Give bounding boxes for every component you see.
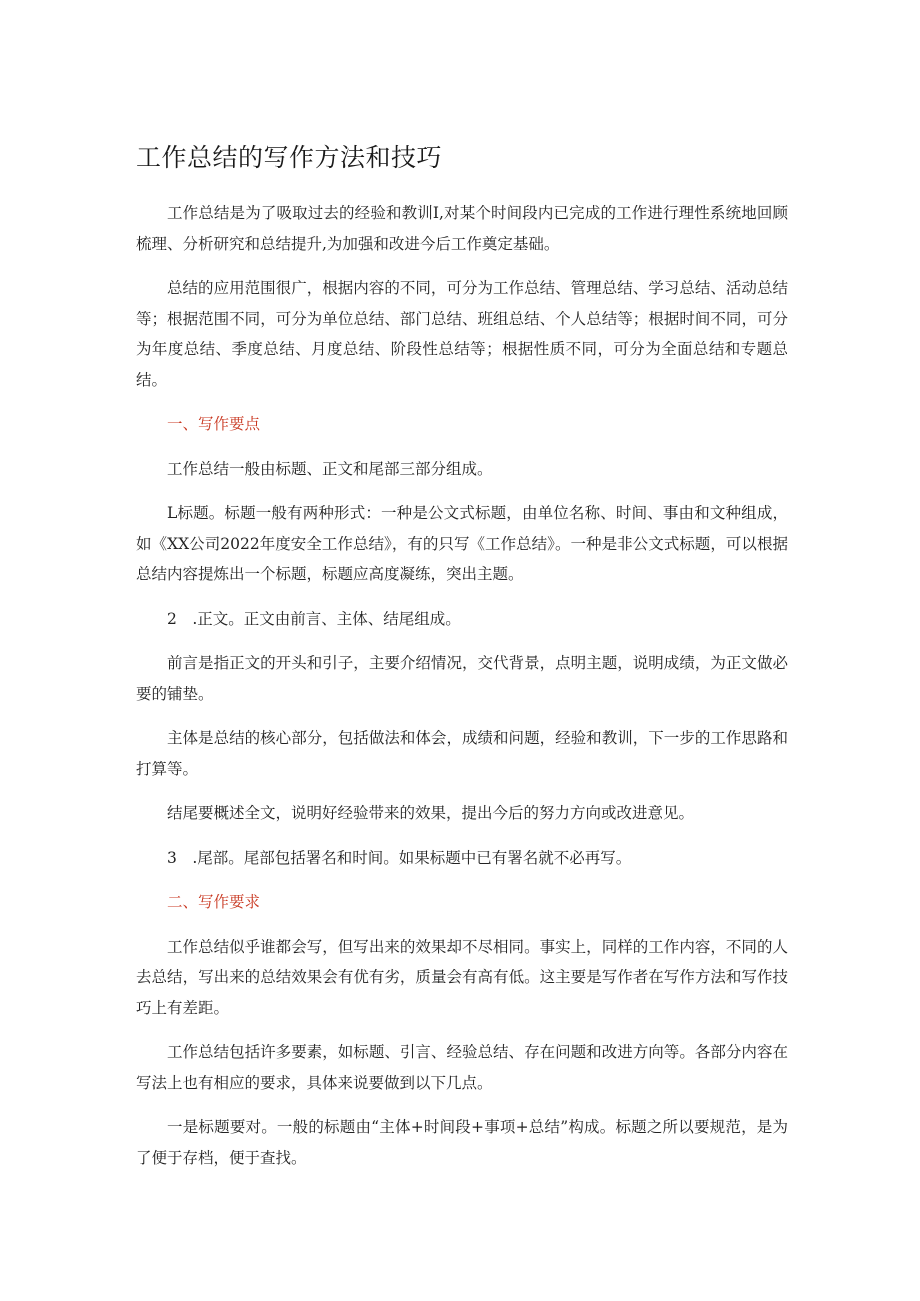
section-heading-writing-points: 一、写作要点 [167, 415, 261, 433]
paragraph-main-body: 主体是总结的核心部分，包括做法和体会，成绩和问题，经验和教训，下一步的工作思路和打算等。 [136, 729, 788, 778]
paragraph-structure: 工作总结一般由标题、正文和尾部三部分组成。 [167, 459, 493, 478]
paragraph-body-part: 2 .正文。正文由前言、主体、结尾组成。 [167, 609, 461, 628]
document-body [136, 198, 788, 1187]
section-heading-writing-requirements: 二、写作要求 [167, 893, 261, 911]
paragraph-title-requirement: 一是标题要对。一般的标题由“主体+时间段+事项+总结”构成。标题之所以要规范，是为了便于存档，便于查找。 [136, 1118, 788, 1167]
paragraph-title-part: L标题。标题一般有两种形式：一种是公文式标题，由单位名称、时间、事由和文种组成，如《XX公司2022年度安全工作总结》，有的只写《工作总结》。一种是非公文式标题，可以根据总结内容提炼出一个标题，标题应高度凝练，突出主题。 [136, 504, 788, 583]
paragraph-purpose: 工作总结是为了吸取过去的经验和教训I,对某个时间段内已完成的工作进行理性系统地回顾梳理、分析研究和总结提升,为加强和改进今后工作奠定基础。 [136, 204, 788, 253]
paragraph-preface: 前言是指正文的开头和引子，主要介绍情况，交代背景，点明主题，说明成绩，为正文做必要的铺垫。 [136, 654, 788, 703]
paragraph-tail-part: 3 .尾部。尾部包括署名和时间。如果标题中已有署名就不必再写。 [167, 848, 632, 867]
paragraph-scope: 总结的应用范围很广，根据内容的不同，可分为工作总结、管理总结、学习总结、活动总结等；根据范围不同，可分为单位总结、部门总结、班组总结、个人总结等；根据时间不同，可分为年度总结、季度总结、月度总结、阶段性总结等；根据性质不同，可分为全面总结和专题总结。 [136, 279, 788, 389]
paragraph-ending: 结尾要概述全文，说明好经验带来的效果，提出今后的努力方向或改进意见。 [167, 804, 695, 822]
document-title: 工作总结的写作方法和技巧 [136, 143, 443, 172]
paragraph-elements: 工作总结包括许多要素，如标题、引言、经验总结、存在问题和改进方向等。各部分内容在写法上也有相应的要求，具体来说要做到以下几点。 [136, 1043, 788, 1092]
paragraph-quality-difference: 工作总结似乎谁都会写，但写出来的效果却不尽相同。事实上，同样的工作内容，不同的人去总结，写出来的总结效果会有优有劣，质量会有高有低。这主要是写作者在写作方法和写作技巧上有差距。 [136, 937, 788, 1017]
